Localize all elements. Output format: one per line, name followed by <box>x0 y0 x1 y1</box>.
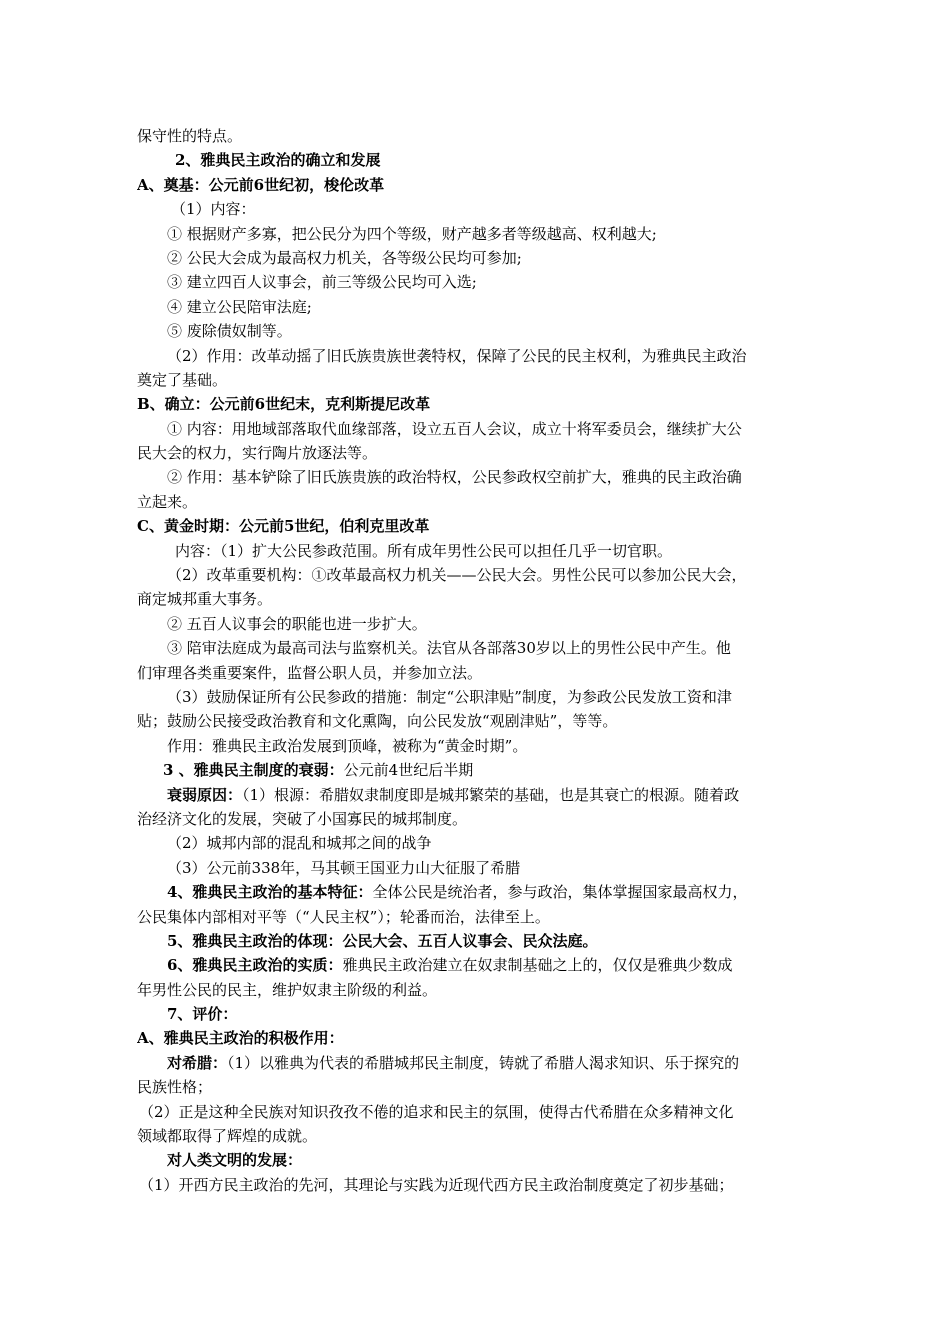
text-line: （2）作用：改革动摇了旧氏族贵族世袭特权，保障了公民的民主权利，为雅典民主政治 <box>167 346 747 365</box>
text-line: 立起来。 <box>137 492 198 511</box>
list-item: ① 根据财产多寡，把公民分为四个等级，财产越多者等级越高、权利越大; <box>167 224 657 243</box>
section-heading: 2、雅典民主政治的确立和发展 <box>175 151 381 170</box>
text-line: 年男性公民的民主，维护奴隶主阶级的利益。 <box>137 980 438 999</box>
text-line: 内容：（1）扩大公民参政范围。所有成年男性公民可以担任几乎一切官职。 <box>175 541 673 560</box>
text-line: 对希腊：（1）以雅典为代表的希腊城邦民主制度，铸就了希腊人渴求知识、乐于探究的 <box>167 1053 740 1072</box>
subsection-heading: A、雅典民主政治的积极作用： <box>137 1029 344 1048</box>
section-heading: 7、评价： <box>167 1005 238 1024</box>
text-line: 民族性格； <box>137 1078 213 1097</box>
section-heading: 5、雅典民主政治的体现：公民大会、五百人议事会、民众法庭。 <box>167 931 598 950</box>
list-item: ④ 建立公民陪审法庭; <box>167 297 312 316</box>
text-line: ② 作用：基本铲除了旧氏族贵族的政治特权，公民参政权空前扩大，雅典的民主政治确 <box>167 468 742 487</box>
text-line: （1）内容： <box>171 200 256 219</box>
text-line: （2）改革重要机构：①改革最高权力机关——公民大会。男性公民可以参加公民大会， <box>167 566 747 585</box>
text-line: （3）公元前338年，马其顿王国亚力山大征服了希腊 <box>167 858 521 877</box>
section-heading: 6、雅典民主政治的实质：雅典民主政治建立在奴隶制基础之上的，仅仅是雅典少数成 <box>167 956 733 975</box>
text-line: 贴；鼓励公民接受政治教育和文化熏陶，向公民发放“观剧津贴”，等等。 <box>137 712 618 731</box>
subsection-heading: C、黄金时期：公元前5世纪，伯利克里改革 <box>137 517 430 536</box>
list-item: ② 公民大会成为最高权力机关，各等级公民均可参加; <box>167 248 522 267</box>
text-line: 商定城邦重大事务。 <box>137 590 273 609</box>
text-line: 保守性的特点。 <box>137 127 243 145</box>
text-line: 领域都取得了辉煌的成就。 <box>137 1127 318 1146</box>
text-line: （3）鼓励保证所有公民参政的措施：制定“公职津贴”制度，为参政公民发放工资和津 <box>167 687 732 706</box>
subsection-heading: 对人类文明的发展： <box>167 1151 303 1170</box>
document-body <box>137 124 814 1197</box>
section-heading: 4、雅典民主政治的基本特征：全体公民是统治者，参与政治，集体掌握国家最高权力， <box>167 883 748 902</box>
text-line: 公民集体内部相对平等（“人民主权”）；轮番而治，法律至上。 <box>137 907 550 926</box>
list-item: ⑤ 废除债奴制等。 <box>167 322 292 341</box>
text-line: 治经济文化的发展，突破了小国寡民的城邦制度。 <box>137 809 468 828</box>
text-line: 奠定了基础。 <box>137 370 228 389</box>
text-line: 民大会的权力，实行陶片放逐法等。 <box>137 444 378 463</box>
text-line: ③ 陪审法庭成为最高司法与监察机关。法官从各部落30岁以上的男性公民中产生。他 <box>167 639 731 658</box>
list-item: ③ 建立四百人议事会，前三等级公民均可入选; <box>167 273 477 292</box>
subsection-heading: A、奠基：公元前6世纪初，梭伦改革 <box>137 175 385 194</box>
text-line: （1）开西方民主政治的先河，其理论与实践为近现代西方民主政治制度奠定了初步基础； <box>139 1175 734 1194</box>
text-line: 衰弱原因：（1）根源：希腊奴隶制度即是城邦繁荣的基础，也是其衰亡的根源。随着政 <box>167 785 740 804</box>
text-line: （2）城邦内部的混乱和城邦之间的战争 <box>167 834 432 853</box>
subsection-heading: B、确立：公元前6世纪末，克利斯提尼改革 <box>137 395 431 414</box>
text-line: （2）正是这种全民族对知识孜孜不倦的追求和民主的氛围，使得古代希腊在众多精神文化 <box>139 1102 734 1121</box>
text-line: ① 内容：用地域部落取代血缘部落，设立五百人会议，成立十将军委员会，继续扩大公 <box>167 419 742 438</box>
text-line: 们审理各类重要案件，监督公职人员，并参加立法。 <box>137 663 483 682</box>
text-line: 作用：雅典民主政治发展到顶峰，被称为“黄金时期”。 <box>167 736 528 755</box>
text-line: ② 五百人议事会的职能也进一步扩大。 <box>167 614 427 633</box>
section-heading: 3 、雅典民主制度的衰弱：公元前4世纪后半期 <box>163 761 474 780</box>
